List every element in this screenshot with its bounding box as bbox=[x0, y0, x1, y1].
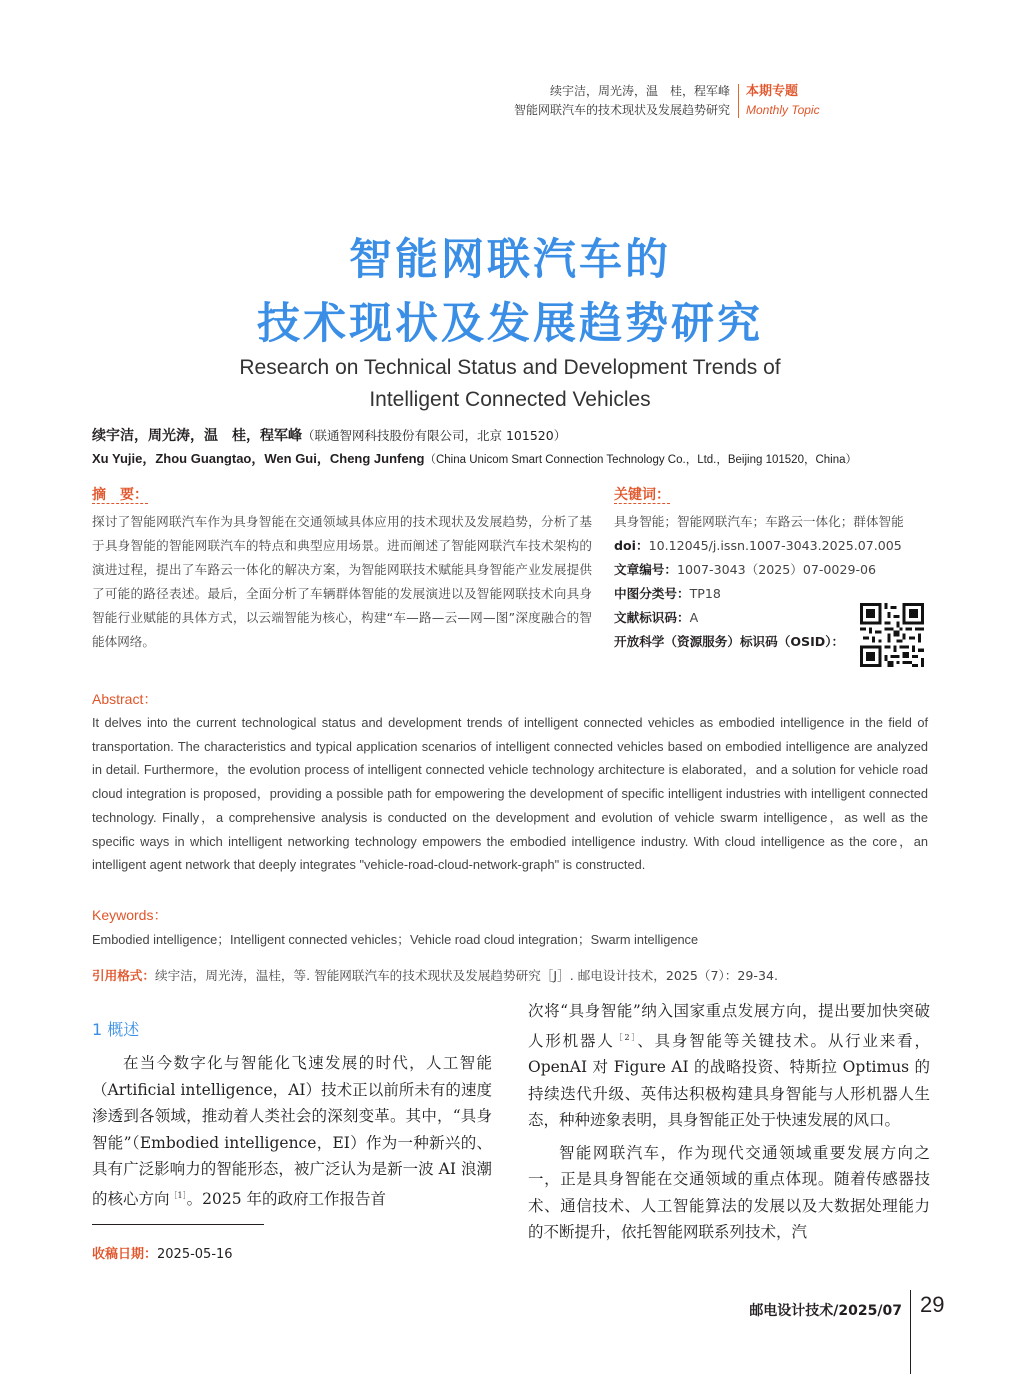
keywords-en-text: Embodied intelligence；Intelligent connected vehicles；Vehicle road cloud integration；Swarm intelligence bbox=[92, 932, 699, 947]
article-no-label: 文章编号： bbox=[614, 562, 677, 577]
column-label-en: Monthly Topic bbox=[746, 103, 820, 117]
clc-value: TP18 bbox=[689, 586, 721, 601]
paper-title-line1: 智能网联汽车的 bbox=[349, 235, 671, 285]
keywords-en-label: Keywords： bbox=[92, 907, 168, 923]
affiliation-cn: （联通智网科技股份有限公司，北京 101520） bbox=[302, 428, 567, 443]
doi-row bbox=[614, 534, 932, 558]
header-paper-title: 智能网联汽车的技术现状及发展趋势研究 bbox=[513, 103, 730, 117]
citation-text: 续宇洁，周光涛，温桂，等. 智能网联汽车的技术现状及发展趋势研究［J］. 邮电设计技术，2025（7）：29-34. bbox=[154, 968, 778, 983]
body-column-right bbox=[528, 998, 930, 1246]
author-names-en: Xu Yujie，Zhou Guangtao，Wen Gui，Cheng Junfeng bbox=[92, 451, 425, 466]
article-no-row bbox=[614, 558, 932, 582]
column-label-cn: 本期专题 bbox=[746, 84, 799, 99]
section-heading: 1 概述 bbox=[92, 1020, 140, 1039]
paragraph-text: 。2025 年的政府工作报告首 bbox=[186, 1189, 386, 1208]
keywords-cn-label: 关键词： bbox=[614, 487, 670, 503]
doi-value: 10.12045/j.issn.1007-3043.2025.07.005 bbox=[648, 538, 902, 553]
received-label: 收稿日期： bbox=[92, 1247, 158, 1262]
article-no-value: 1007-3043（2025）07-0029-06 bbox=[676, 562, 877, 577]
abstract-cn bbox=[92, 484, 592, 654]
doc-code-value: A bbox=[689, 610, 699, 625]
paper-title-en-line2: Intelligent Connected Vehicles bbox=[369, 388, 651, 411]
footnote-rule bbox=[92, 1224, 264, 1225]
footer-divider bbox=[910, 1290, 911, 1374]
header-authors: 续宇洁，周光涛，温 桂，程军峰 bbox=[549, 84, 730, 98]
paragraph: 智能网联汽车，作为现代交通领域重要发展方向之一，正是具身智能在交通领域的重点体现。随着传感器技术、通信技术、人工智能算法的发展以及大数据处理能力的不断提升，依托智能网联系列技术，汽 bbox=[528, 1143, 930, 1242]
authors-cn bbox=[92, 425, 566, 445]
received-value: 2025-05-16 bbox=[157, 1247, 233, 1262]
received-date bbox=[92, 1243, 233, 1262]
qr-code-icon[interactable] bbox=[860, 603, 924, 667]
paragraph-text: 次将“具身智能”纳入国家重点发展方向，提出要加快突破人形机器人 bbox=[528, 1002, 930, 1050]
paragraph-text: 、具身智能等关键技术。从行业来看，OpenAI 对 Figure AI 的战略投资、特斯拉 Optimus 的持续迭代升级、英伟达积极构建具身智能与人形机器人生态，种种迹象表明，具身智能正处于快速发展的风口。 bbox=[528, 1031, 930, 1130]
paragraph bbox=[528, 998, 930, 1134]
affiliation-en: （China Unicom Smart Connection Technology Co.，Ltd.，Beijing 101520，China） bbox=[424, 454, 858, 466]
author-names-cn: 续宇洁，周光涛，温 桂，程军峰 bbox=[92, 428, 302, 444]
column-label bbox=[746, 82, 820, 120]
authors-en bbox=[92, 448, 857, 467]
running-header bbox=[514, 82, 730, 120]
clc-label: 中图分类号： bbox=[614, 586, 690, 601]
citation-ref[interactable]: ［1］ bbox=[169, 1190, 187, 1200]
abstract-cn-text: 探讨了智能网联汽车作为具身智能在交通领域具体应用的技术现状及发展趋势，分析了基于具身智能的智能网联汽车的特点和典型应用场景。进而阐述了智能网联汽车技术架构的演进过程，提出了车路云一体化的解决方案，为智能网联技术赋能具身智能产业发展提供了可能的路径表述。最后，全面分析了车辆群体智能的发展演进以及智能网联技术向具身智能行业赋能的具体方式，以云端智能为核心，构建“车—路—云—网—图”深度融合的智能体网络。 bbox=[92, 514, 592, 649]
header-divider bbox=[738, 84, 739, 118]
citation bbox=[92, 965, 778, 984]
citation-ref[interactable]: ［2］ bbox=[614, 1032, 638, 1042]
abstract-en-label: Abstract： bbox=[92, 691, 158, 707]
paragraph bbox=[92, 1050, 492, 1212]
citation-label: 引用格式： bbox=[92, 968, 155, 983]
page-number: 29 bbox=[920, 1292, 945, 1317]
abstract-cn-label: 摘 要： bbox=[92, 487, 148, 503]
paper-title-line2: 技术现状及发展趋势研究 bbox=[257, 299, 763, 349]
paper-title-en-line1: Research on Technical Status and Development Trends of bbox=[239, 356, 781, 379]
body-column-left bbox=[92, 1050, 492, 1212]
osid-label: 开放科学（资源服务）标识码（OSID）： bbox=[614, 634, 845, 649]
keywords-cn-text: 具身智能；智能网联汽车；车路云一体化；群体智能 bbox=[614, 514, 904, 529]
doi-label: doi： bbox=[614, 538, 649, 553]
abstract-en-text: It delves into the current technological status and development trends of intelligent connected vehicles as embodied intelligence in the field of transportation. The characteristics and typical application scenarios of intelligent connected vehicles based on embodied intelligence are analyzed in detail. Furthermore，the evolution process of intelligent connected vehicle technology architecture is elaborated，and a solution for vehicle road cloud integration is proposed，providing a possible path for empowering the development of specific intelligent industries with intelligent connected technology. Finally，a comprehensive analysis is conducted on the development and evolution of vehicle swarm intelligence，as well as the specific ways in which intelligent networking technology empowers the embodied intelligence industry. With cloud intelligence as the core，an intelligent agent network that deeply integrates "vehicle-road-cloud-network-graph" is constructed. bbox=[92, 715, 928, 873]
journal-footer: 邮电设计技术/2025/07 bbox=[749, 1303, 902, 1319]
doc-code-label: 文献标识码： bbox=[614, 610, 690, 625]
paragraph-text: 在当今数字化与智能化飞速发展的时代，人工智能（Artificial intelligence，AI）技术正以前所未有的速度渗透到各领域，推动着人类社会的深刻变革。其中，“具身智能”（Embodied intelligence，EI）作为一种新兴的、具有广泛影响力的智能形态，被广泛认为是新一波 AI 浪潮的核心方向 bbox=[92, 1054, 492, 1208]
